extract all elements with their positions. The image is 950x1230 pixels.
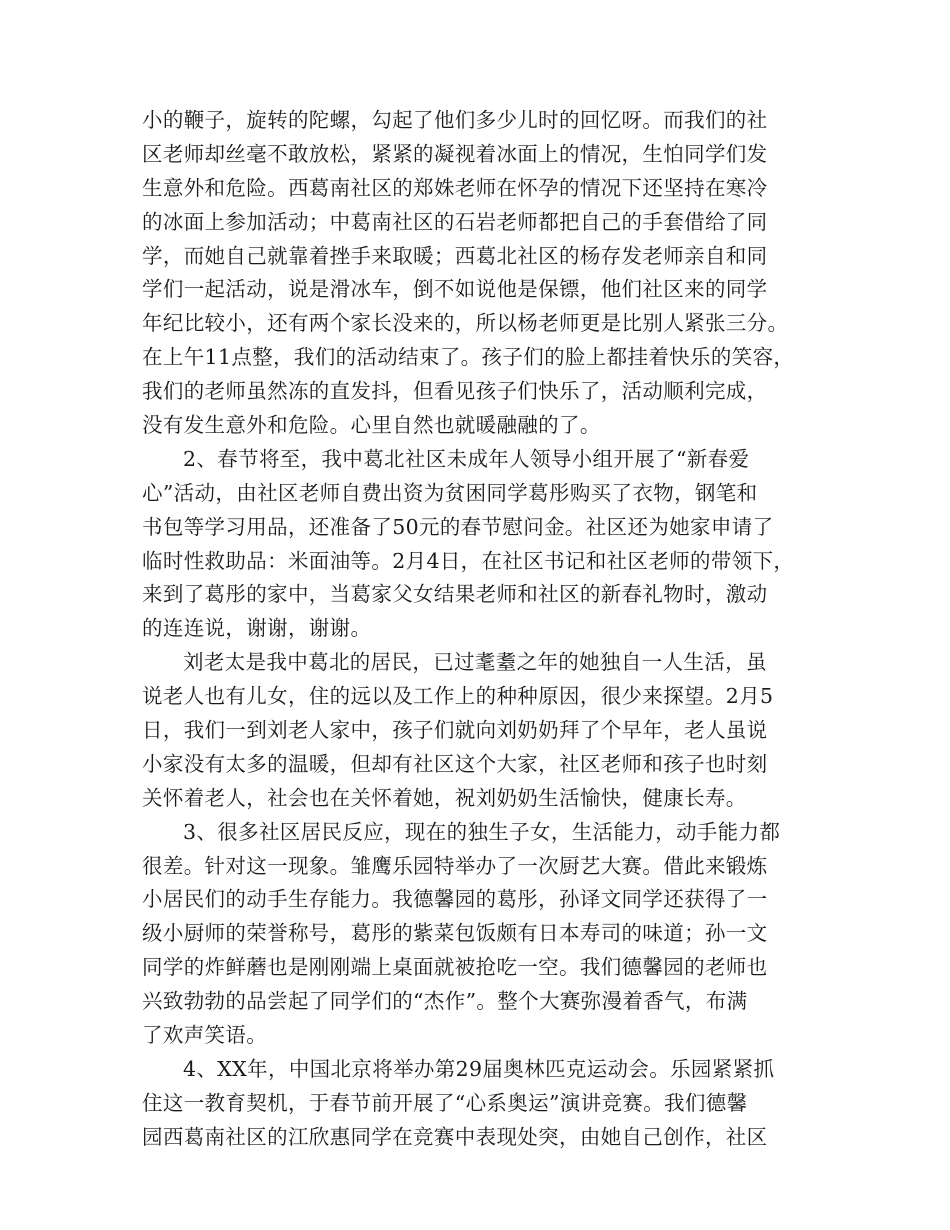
text-line: 园西葛南社区的江欣惠同学在竞赛中表现处突，由她自己创作，社区 (142, 1124, 768, 1149)
text-line: 书包等学习用品，还准备了50元的春节慰问金。社区还为她家申请了 (142, 514, 774, 539)
text-line: 没有发生意外和危险。心里自然也就暖融融的了。 (142, 413, 601, 438)
text-line: 兴致勃勃的品尝起了同学们的“杰作”。整个大赛弥漫着香气，布满 (142, 989, 748, 1014)
text-line: 了欢声笑语。 (142, 1023, 268, 1048)
text-line: 的冰面上参加活动；中葛南社区的石岩老师都把自己的手套借给了同 (142, 209, 768, 234)
document-body (142, 104, 812, 1155)
paragraph-start-line: 2、春节将至，我中葛北社区未成年人领导小组开展了“新春爱 (183, 446, 750, 471)
text-line: 住这一教育契机，于春节前开展了“心系奥运”演讲竞赛。我们德馨 (142, 1090, 748, 1115)
text-line: 小家没有太多的温暖，但却有社区这个大家，社区老师和孩子也时刻 (142, 751, 768, 776)
text-line: 日，我们一到刘老人家中，孩子们就向刘奶奶拜了个早年，老人虽说 (142, 718, 768, 743)
text-line: 小的鞭子，旋转的陀螺，勾起了他们多少儿时的回忆呀。而我们的社 (142, 108, 768, 132)
text-line: 的连连说，谢谢，谢谢。 (142, 616, 372, 641)
paragraph-start-line: 刘老太是我中葛北的居民，已过耄耋之年的她独自一人生活，虽 (183, 650, 767, 675)
text-line: 年纪比较小，还有两个家长没来的，所以杨老师更是比别人紧张三分。 (142, 311, 789, 336)
text-line: 来到了葛彤的家中，当葛家父女结果老师和社区的新春礼物时，激动 (142, 582, 768, 607)
text-line: 学，而她自己就靠着挫手来取暖；西葛北社区的杨存发老师亲自和同 (142, 243, 768, 268)
text-line: 区老师却丝毫不敢放松，紧紧的凝视着冰面上的情况，生怕同学们发 (142, 141, 768, 166)
text-line: 很差。针对这一现象。雏鹰乐园特举办了一次厨艺大赛。借此来锻炼 (142, 853, 768, 878)
text-line: 心”活动，由社区老师自费出资为贫困同学葛彤购买了衣物，钢笔和 (142, 480, 758, 505)
text-line: 级小厨师的荣誉称号，葛彤的紫菜包饭颇有日本寿司的味道；孙一文 (142, 921, 768, 946)
text-line: 说老人也有儿女，住的远以及工作上的种种原因，很少来探望。2月5 (142, 684, 774, 709)
text-line: 同学的炸鲜蘑也是刚刚端上桌面就被抢吃一空。我们德馨园的老师也 (142, 955, 768, 980)
text-line: 我们的老师虽然冻的直发抖，但看见孩子们快乐了，活动顺利完成， (142, 379, 768, 404)
paragraph-start-line: 4、XX年，中国北京将举办第29届奥林匹克运动会。乐园紧紧抓 (183, 1056, 775, 1081)
paragraph-start-line: 3、很多社区居民反应，现在的独生子女，生活能力，动手能力都 (183, 819, 781, 844)
text-line: 在上午11点整，我们的活动结束了。孩子们的脸上都挂着快乐的笑容， (142, 345, 795, 370)
text-line: 临时性救助品：米面油等。2月4日，在社区书记和社区老师的带领下， (142, 548, 795, 573)
text-line: 小居民们的动手生存能力。我德馨园的葛彤，孙译文同学还获得了一 (142, 887, 768, 912)
text-line: 学们一起活动，说是滑冰车，倒不如说他是保镖，他们社区来的同学 (142, 277, 768, 302)
text-line: 关怀着老人，社会也在关怀着她，祝刘奶奶生活愉快，健康长寿。 (142, 785, 747, 810)
text-line: 生意外和危险。西葛南社区的郑姝老师在怀孕的情况下还坚持在寒冷 (142, 175, 768, 200)
